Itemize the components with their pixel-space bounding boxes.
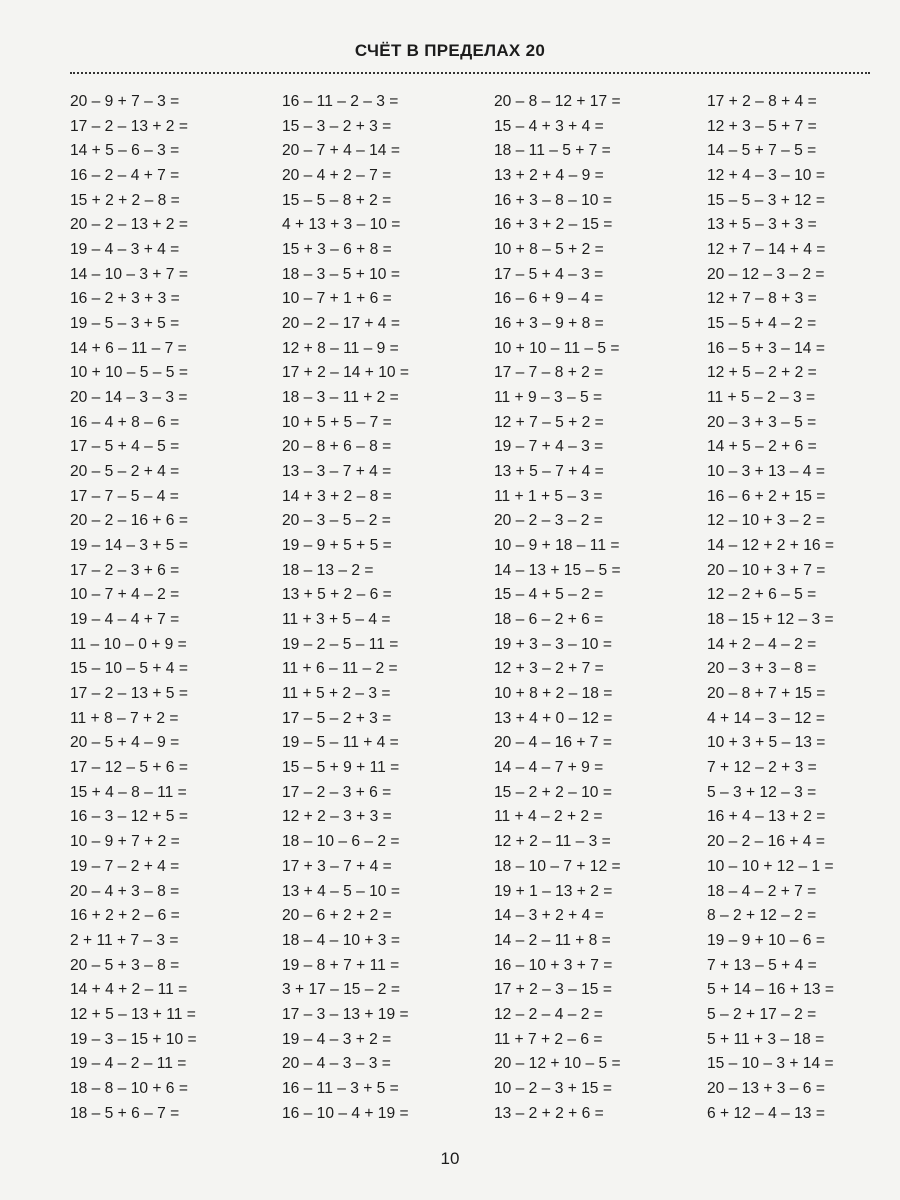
math-exercise: 12 + 5 – 2 + 2 = — [707, 364, 817, 382]
math-exercise: 15 – 4 + 5 – 2 = — [494, 586, 604, 604]
math-exercise: 19 – 4 – 2 – 11 = — [70, 1055, 187, 1073]
math-exercise: 19 – 9 + 5 + 5 = — [282, 537, 392, 555]
math-exercise: 16 + 3 + 2 – 15 = — [494, 216, 613, 234]
math-exercise: 20 – 13 + 3 – 6 = — [707, 1079, 825, 1097]
math-exercise: 15 – 10 – 3 + 14 = — [707, 1055, 834, 1073]
math-exercise: 18 – 13 – 2 = — [282, 561, 374, 579]
math-exercise: 13 + 4 – 5 – 10 = — [282, 882, 400, 900]
math-exercise: 12 + 2 – 11 – 3 = — [494, 833, 611, 851]
math-exercise: 14 + 3 + 2 – 8 = — [282, 487, 392, 505]
math-exercise: 16 – 11 – 3 + 5 = — [282, 1079, 399, 1097]
math-exercise: 12 + 3 – 2 + 7 = — [494, 660, 604, 678]
math-exercise: 12 + 5 – 13 + 11 = — [70, 1005, 196, 1023]
math-exercise: 11 + 6 – 11 – 2 = — [282, 660, 398, 678]
math-exercise: 18 – 5 + 6 – 7 = — [70, 1104, 180, 1122]
math-exercise: 12 – 2 + 6 – 5 = — [707, 586, 817, 604]
math-exercise: 20 – 9 + 7 – 3 = — [70, 93, 180, 110]
math-exercise: 15 – 5 + 4 – 2 = — [707, 315, 817, 333]
math-exercise: 17 + 2 – 8 + 4 = — [707, 93, 817, 110]
math-exercise: 12 + 2 – 3 + 3 = — [282, 808, 392, 826]
math-exercise: 16 + 4 – 13 + 2 = — [707, 808, 826, 826]
math-exercise: 20 – 4 – 3 – 3 = — [282, 1055, 391, 1073]
math-exercise: 19 – 4 – 3 + 4 = — [70, 241, 180, 259]
math-exercise: 10 – 7 + 4 – 2 = — [70, 586, 180, 604]
math-exercise: 15 – 2 + 2 – 10 = — [494, 783, 612, 801]
math-exercise: 13 + 5 – 7 + 4 = — [494, 463, 604, 481]
exercise-column-3 — [494, 90, 707, 1126]
math-exercise: 16 – 3 – 12 + 5 = — [70, 808, 188, 826]
math-exercise: 16 – 2 + 3 + 3 = — [70, 290, 180, 308]
math-exercise: 20 – 12 + 10 – 5 = — [494, 1055, 621, 1073]
math-exercise: 19 – 14 – 3 + 5 = — [70, 537, 188, 555]
math-exercise: 20 – 2 – 3 – 2 = — [494, 512, 603, 530]
math-exercise: 18 – 10 – 6 – 2 = — [282, 833, 400, 851]
math-exercise: 19 + 1 – 13 + 2 = — [494, 882, 613, 900]
math-exercise: 19 – 3 – 15 + 10 = — [70, 1030, 197, 1048]
math-exercise: 12 + 7 – 14 + 4 = — [707, 241, 826, 259]
exercise-column-2 — [282, 90, 494, 1126]
math-exercise: 20 – 3 – 5 – 2 = — [282, 512, 391, 530]
page-title: СЧЁТ В ПРЕДЕЛАХ 20 — [354, 41, 546, 60]
math-exercise: 16 – 6 + 2 + 15 = — [707, 487, 826, 505]
math-exercise: 10 – 2 – 3 + 15 = — [494, 1079, 612, 1097]
math-exercise: 17 + 2 – 14 + 10 = — [282, 364, 410, 382]
math-exercise: 20 – 12 – 3 – 2 = — [707, 265, 825, 283]
math-exercise: 12 – 2 – 4 – 2 = — [494, 1005, 603, 1023]
math-exercise: 13 – 2 + 2 + 6 = — [494, 1104, 604, 1122]
math-exercise: 5 – 2 + 17 – 2 = — [707, 1005, 817, 1023]
math-exercise: 15 – 5 – 3 + 12 = — [707, 191, 825, 209]
math-exercise: 20 – 8 + 6 – 8 = — [282, 438, 392, 456]
math-exercise: 11 + 7 + 2 – 6 = — [494, 1030, 603, 1048]
math-exercise: 17 + 2 – 3 – 15 = — [494, 981, 612, 999]
math-exercise: 16 – 10 – 4 + 19 = — [282, 1104, 409, 1122]
math-exercise: 20 – 3 + 3 – 5 = — [707, 413, 817, 431]
math-exercise: 7 + 12 – 2 + 3 = — [707, 759, 817, 777]
math-exercise: 15 + 2 + 2 – 8 = — [70, 191, 180, 209]
math-exercise: 20 – 7 + 4 – 14 = — [282, 142, 400, 160]
math-exercise: 16 – 4 + 8 – 6 = — [70, 413, 180, 431]
math-exercise: 20 – 5 + 3 – 8 = — [70, 956, 180, 974]
math-exercise: 14 + 6 – 11 – 7 = — [70, 339, 187, 357]
math-exercise: 20 – 4 – 16 + 7 = — [494, 734, 612, 752]
math-exercise: 19 – 4 – 4 + 7 = — [70, 611, 180, 629]
math-exercise: 15 – 3 – 2 + 3 = — [282, 117, 392, 135]
math-exercise: 10 – 3 + 13 – 4 = — [707, 463, 825, 481]
math-exercise: 11 + 3 + 5 – 4 = — [282, 611, 391, 629]
math-exercise: 20 – 2 – 17 + 4 = — [282, 315, 400, 333]
math-exercise: 13 + 2 + 4 – 9 = — [494, 167, 604, 185]
math-exercise: 12 + 4 – 3 – 10 = — [707, 167, 825, 185]
math-exercise: 11 + 5 + 2 – 3 = — [282, 685, 391, 703]
math-exercise: 16 – 10 + 3 + 7 = — [494, 956, 613, 974]
math-exercise: 18 – 4 – 2 + 7 = — [707, 882, 817, 900]
math-exercise: 19 – 7 – 2 + 4 = — [70, 857, 180, 875]
math-exercise: 17 – 12 – 5 + 6 = — [70, 759, 188, 777]
math-exercise: 17 – 5 + 4 – 5 = — [70, 438, 180, 456]
math-exercise: 20 – 5 – 2 + 4 = — [70, 463, 180, 481]
math-exercise: 15 – 5 + 9 + 11 = — [282, 759, 400, 777]
math-exercise: 14 – 2 – 11 + 8 = — [494, 931, 611, 949]
math-exercise: 17 – 7 – 5 – 4 = — [70, 487, 179, 505]
math-exercise: 18 – 4 – 10 + 3 = — [282, 931, 400, 949]
math-exercise: 7 + 13 – 5 + 4 = — [707, 956, 817, 974]
math-exercise: 4 + 14 – 3 – 12 = — [707, 709, 825, 727]
math-exercise: 15 – 10 – 5 + 4 = — [70, 660, 188, 678]
math-exercise: 15 – 4 + 3 + 4 = — [494, 117, 604, 135]
math-exercise: 16 – 2 – 4 + 7 = — [70, 167, 180, 185]
math-exercise: 17 + 3 – 7 + 4 = — [282, 857, 392, 875]
math-exercise: 5 – 3 + 12 – 3 = — [707, 783, 817, 801]
math-exercise: 12 + 8 – 11 – 9 = — [282, 339, 399, 357]
math-exercise: 10 + 10 – 5 – 5 = — [70, 364, 188, 382]
math-exercise: 5 + 11 + 3 – 18 = — [707, 1030, 825, 1048]
math-exercise: 12 + 7 – 8 + 3 = — [707, 290, 817, 308]
math-exercise: 11 – 10 – 0 + 9 = — [70, 635, 187, 653]
math-exercise: 17 – 3 – 13 + 19 = — [282, 1005, 409, 1023]
math-exercise: 10 – 10 + 12 – 1 = — [707, 857, 834, 875]
math-exercise: 20 – 8 + 7 + 15 = — [707, 685, 826, 703]
math-exercise: 10 – 9 + 18 – 11 = — [494, 537, 620, 555]
math-exercise: 14 – 5 + 7 – 5 = — [707, 142, 817, 160]
math-exercise: 19 – 5 – 3 + 5 = — [70, 315, 180, 333]
math-exercise: 16 – 6 + 9 – 4 = — [494, 290, 604, 308]
math-exercise: 18 – 6 – 2 + 6 = — [494, 611, 604, 629]
math-exercise: 14 + 5 – 6 – 3 = — [70, 142, 180, 160]
math-exercise: 18 – 11 – 5 + 7 = — [494, 142, 611, 160]
math-exercise: 14 + 4 + 2 – 11 = — [70, 981, 188, 999]
math-exercise: 13 + 4 + 0 – 12 = — [494, 709, 613, 727]
math-exercise: 11 + 4 – 2 + 2 = — [494, 808, 603, 826]
math-exercise: 20 – 4 + 2 – 7 = — [282, 167, 392, 185]
math-exercise: 19 – 9 + 10 – 6 = — [707, 931, 825, 949]
math-exercise: 12 – 10 + 3 – 2 = — [707, 512, 825, 530]
math-exercise: 12 + 7 – 5 + 2 = — [494, 413, 604, 431]
math-exercise: 14 – 12 + 2 + 16 = — [707, 537, 835, 555]
math-exercise: 12 + 3 – 5 + 7 = — [707, 117, 817, 135]
math-exercise: 8 – 2 + 12 – 2 = — [707, 907, 817, 925]
math-exercise: 2 + 11 + 7 – 3 = — [70, 931, 179, 949]
math-exercise: 10 + 8 – 5 + 2 = — [494, 241, 604, 259]
math-exercise: 11 + 8 – 7 + 2 = — [70, 709, 179, 727]
math-exercise: 16 – 11 – 2 – 3 = — [282, 93, 399, 110]
math-exercise: 17 – 2 – 3 + 6 = — [70, 561, 180, 579]
math-exercise: 14 – 13 + 15 – 5 = — [494, 561, 621, 579]
math-exercise: 20 – 14 – 3 – 3 = — [70, 389, 188, 407]
math-exercise: 19 – 7 + 4 – 3 = — [494, 438, 604, 456]
exercise-grid — [70, 90, 880, 1126]
math-exercise: 15 + 4 – 8 – 11 = — [70, 783, 187, 801]
math-exercise: 16 + 2 + 2 – 6 = — [70, 907, 180, 925]
math-exercise: 20 – 5 + 4 – 9 = — [70, 734, 180, 752]
math-exercise: 17 – 5 – 2 + 3 = — [282, 709, 392, 727]
math-exercise: 14 – 10 – 3 + 7 = — [70, 265, 188, 283]
math-exercise: 18 – 15 + 12 – 3 = — [707, 611, 834, 629]
math-exercise: 13 – 3 – 7 + 4 = — [282, 463, 392, 481]
math-exercise: 19 – 5 – 11 + 4 = — [282, 734, 399, 752]
exercise-column-4 — [707, 90, 880, 1126]
math-exercise: 20 – 6 + 2 + 2 = — [282, 907, 392, 925]
math-exercise: 19 – 2 – 5 – 11 = — [282, 635, 399, 653]
math-exercise: 4 + 13 + 3 – 10 = — [282, 216, 401, 234]
math-exercise: 17 – 7 – 8 + 2 = — [494, 364, 604, 382]
math-exercise: 14 – 3 + 2 + 4 = — [494, 907, 604, 925]
math-exercise: 14 – 4 – 7 + 9 = — [494, 759, 604, 777]
math-exercise: 20 – 4 + 3 – 8 = — [70, 882, 180, 900]
math-exercise: 6 + 12 – 4 – 13 = — [707, 1104, 825, 1122]
math-exercise: 10 – 7 + 1 + 6 = — [282, 290, 392, 308]
math-exercise: 18 – 3 – 11 + 2 = — [282, 389, 399, 407]
math-exercise: 11 + 1 + 5 – 3 = — [494, 487, 603, 505]
math-exercise: 11 + 5 – 2 – 3 = — [707, 389, 816, 407]
math-exercise: 14 + 2 – 4 – 2 = — [707, 635, 817, 653]
dotted-divider — [70, 72, 870, 74]
math-exercise: 14 + 5 – 2 + 6 = — [707, 438, 817, 456]
math-exercise: 20 – 8 – 12 + 17 = — [494, 93, 621, 110]
math-exercise: 16 + 3 – 8 – 10 = — [494, 191, 612, 209]
math-exercise: 19 + 3 – 3 – 10 = — [494, 635, 612, 653]
math-exercise: 13 + 5 – 3 + 3 = — [707, 216, 817, 234]
math-exercise: 18 – 8 – 10 + 6 = — [70, 1079, 188, 1097]
math-exercise: 3 + 17 – 15 – 2 = — [282, 981, 400, 999]
math-exercise: 15 + 3 – 6 + 8 = — [282, 241, 392, 259]
math-exercise: 20 – 2 – 16 + 4 = — [707, 833, 825, 851]
math-exercise: 11 + 9 – 3 – 5 = — [494, 389, 603, 407]
math-exercise: 10 + 10 – 11 – 5 = — [494, 339, 620, 357]
math-exercise: 17 – 2 – 13 + 2 = — [70, 117, 188, 135]
math-exercise: 17 – 5 + 4 – 3 = — [494, 265, 604, 283]
math-exercise: 18 – 10 – 7 + 12 = — [494, 857, 621, 875]
math-exercise: 20 – 2 – 13 + 2 = — [70, 216, 188, 234]
math-exercise: 16 + 3 – 9 + 8 = — [494, 315, 604, 333]
page-number: 10 — [440, 1149, 460, 1168]
math-exercise: 16 – 5 + 3 – 14 = — [707, 339, 825, 357]
math-exercise: 5 + 14 – 16 + 13 = — [707, 981, 835, 999]
math-exercise: 20 – 3 + 3 – 8 = — [707, 660, 817, 678]
math-exercise: 15 – 5 – 8 + 2 = — [282, 191, 392, 209]
math-exercise: 10 + 8 + 2 – 18 = — [494, 685, 613, 703]
math-exercise: 17 – 2 – 3 + 6 = — [282, 783, 392, 801]
math-exercise: 18 – 3 – 5 + 10 = — [282, 265, 400, 283]
math-exercise: 20 – 10 + 3 + 7 = — [707, 561, 826, 579]
math-exercise: 10 + 3 + 5 – 13 = — [707, 734, 826, 752]
math-exercise: 20 – 2 – 16 + 6 = — [70, 512, 188, 530]
math-exercise: 19 – 8 + 7 + 11 = — [282, 956, 400, 974]
math-exercise: 10 + 5 + 5 – 7 = — [282, 413, 392, 431]
math-exercise: 13 + 5 + 2 – 6 = — [282, 586, 392, 604]
math-exercise: 17 – 2 – 13 + 5 = — [70, 685, 188, 703]
math-exercise: 10 – 9 + 7 + 2 = — [70, 833, 180, 851]
exercise-column-1 — [70, 90, 282, 1126]
math-exercise: 19 – 4 – 3 + 2 = — [282, 1030, 392, 1048]
